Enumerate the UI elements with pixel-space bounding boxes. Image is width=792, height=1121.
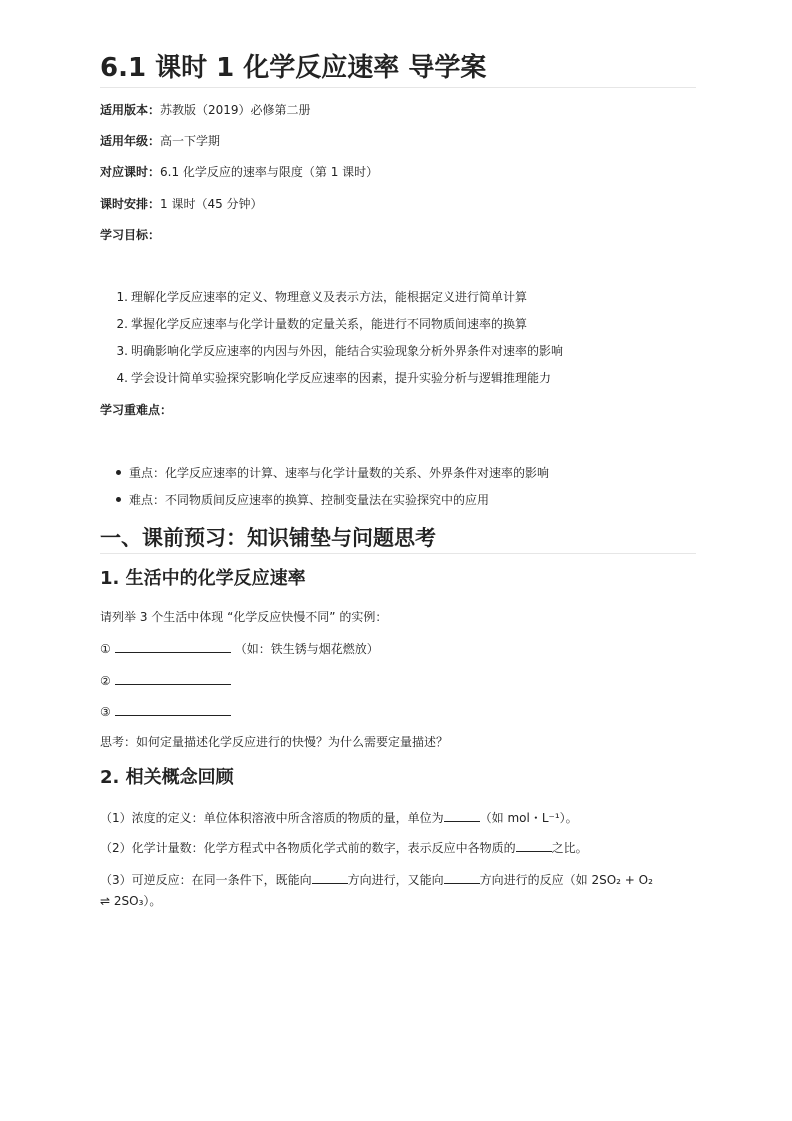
subsection-heading-2: 2. 相关概念回顾 — [100, 767, 234, 788]
concept-3: （3）可逆反应：在同一条件下，既能向 方向进行，又能向 方向进行的反应（如 2SO₂ + O₂ — [100, 873, 653, 887]
meta-lesson-value: 6.1 化学反应的速率与限度（第 1 课时） — [160, 165, 379, 179]
meta-lesson-label: 对应课时： — [100, 165, 161, 179]
list-item: 2. 掌握化学反应速率与化学计量数的定量关系，能进行不同物质间速率的换算 — [116, 317, 528, 331]
answer-blank[interactable] — [516, 840, 552, 852]
subsection-heading-1: 1. 生活中的化学反应速率 — [100, 568, 306, 589]
list-item: 3. 明确影响化学反应速率的内因与外因，能结合实验现象分析外界条件对速率的影响 — [116, 344, 564, 358]
answer-blank[interactable] — [115, 672, 231, 685]
meta-schedule — [100, 196, 263, 212]
answer-blank[interactable] — [115, 703, 231, 716]
meta-lesson — [100, 164, 378, 180]
meta-textbook-label: 适用版本： — [100, 103, 161, 117]
answer-blank[interactable] — [312, 872, 348, 884]
meta-textbook-value: 苏教版（2019）必修第二册 — [160, 103, 311, 117]
example-item-1: ① （如：铁生锈与烟花燃放） — [100, 642, 379, 656]
meta-textbook — [100, 102, 311, 118]
concept-3-cont: ⇌ 2SO₃）。 — [100, 894, 162, 908]
concept-2: （2）化学计量数：化学方程式中各物质化学式前的数字，表示反应中各物质的 之比。 — [100, 841, 588, 855]
key-points-label: 学习重难点： — [100, 403, 173, 417]
meta-grade — [100, 133, 220, 149]
bullet-icon — [116, 470, 121, 475]
meta-grade-value: 高一下学期 — [160, 134, 221, 148]
meta-schedule-value: 1 课时（45 分钟） — [160, 197, 263, 211]
list-item: 难点：不同物质间反应速率的换算、控制变量法在实验探究中的应用 — [116, 492, 489, 508]
answer-blank[interactable] — [444, 872, 480, 884]
meta-schedule-label: 课时安排： — [100, 197, 161, 211]
think-question: 思考：如何定量描述化学反应进行的快慢？为什么需要定量描述？ — [100, 735, 449, 749]
page-title: 6.1 课时 1 化学反应速率 导学案 — [100, 50, 696, 88]
goals-label: 学习目标： — [100, 228, 161, 242]
meta-grade-label: 适用年级： — [100, 134, 161, 148]
example-item-3: ③ — [100, 703, 231, 720]
answer-blank[interactable] — [444, 810, 480, 822]
section-heading: 一、课前预习：知识铺垫与问题思考 — [100, 523, 696, 554]
bullet-icon — [116, 497, 121, 502]
list-item: 1. 理解化学反应速率的定义、物理意义及表示方法，能根据定义进行简单计算 — [116, 290, 528, 304]
list-item: 重点：化学反应速率的计算、速率与化学计量数的关系、外界条件对速率的影响 — [116, 465, 549, 481]
answer-blank[interactable] — [115, 640, 231, 653]
list-item: 4. 学会设计简单实验探究影响化学反应速率的因素，提升实验分析与逻辑推理能力 — [116, 371, 552, 385]
prompt-text: 请列举 3 个生活中体现 “化学反应快慢不同” 的实例： — [100, 610, 388, 624]
example-item-2: ② — [100, 672, 231, 689]
concept-1: （1）浓度的定义：单位体积溶液中所含溶质的物质的量，单位为 （如 mol・L⁻¹）。 — [100, 811, 578, 825]
